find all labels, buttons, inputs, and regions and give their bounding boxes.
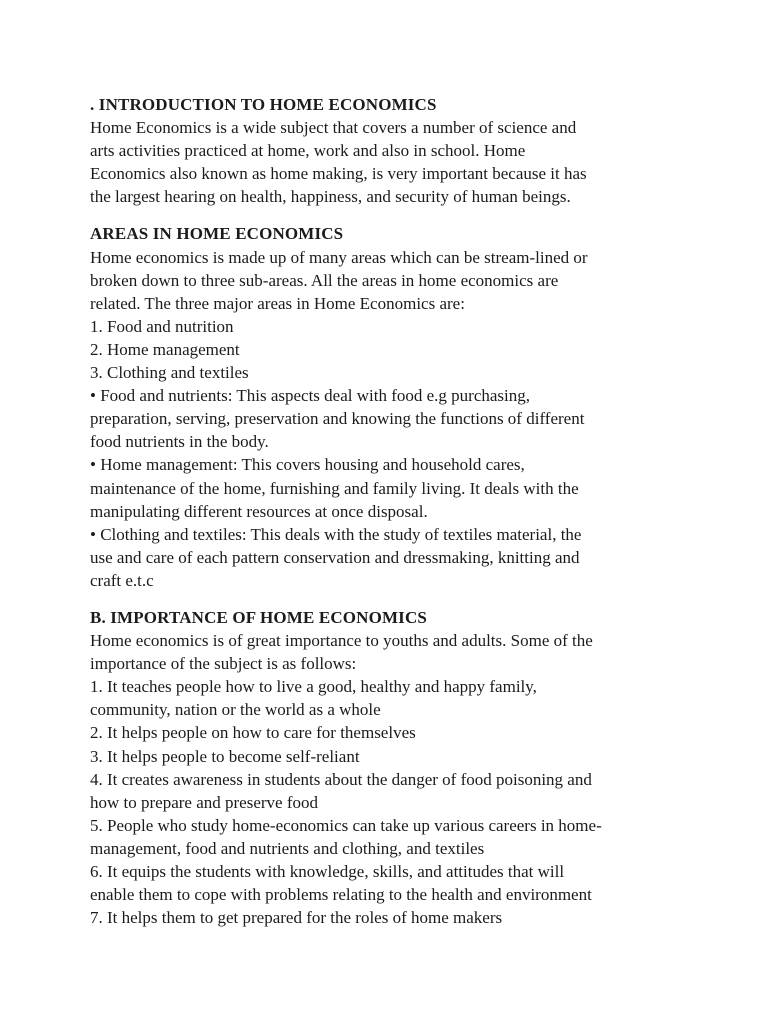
text-line: broken down to three sub-areas. All the areas in home economics are	[90, 270, 559, 290]
list-item: 1. It teaches people how to live a good, healthy and happy family,	[90, 677, 537, 697]
text-line: management, food and nutrients and clothing, and textiles	[90, 838, 485, 858]
list-item: 7. It helps them to get prepared for the roles of home makers	[90, 908, 503, 928]
text-line: community, nation or the world as a whole	[90, 700, 381, 720]
list-item: 3. Clothing and textiles	[90, 363, 249, 383]
list-item: 4. It creates awareness in students about the danger of food poisoning and	[90, 769, 592, 789]
text-line: preparation, serving, preservation and knowing the functions of different	[90, 409, 585, 429]
text-line: importance of the subject is as follows:	[90, 654, 357, 674]
section-introduction	[90, 93, 750, 208]
list-item: 3. It helps people to become self-reliant	[90, 746, 360, 766]
list-item: 6. It equips the students with knowledge, skills, and attitudes that will	[90, 862, 565, 881]
text-line: Economics also known as home making, is very important because it has	[90, 164, 587, 184]
text-line: Home economics is of great importance to youths and adults. Some of the	[90, 631, 593, 651]
list-item: 5. People who study home-economics can take up various careers in home-	[90, 815, 602, 835]
section-heading: AREAS IN HOME ECONOMICS	[90, 224, 344, 244]
list-item: 1. Food and nutrition	[90, 316, 234, 336]
text-line: food nutrients in the body.	[90, 432, 269, 452]
text-line: Home Economics is a wide subject that covers a number of science and	[90, 118, 577, 138]
text-line: maintenance of the home, furnishing and family living. It deals with the	[90, 478, 579, 498]
section-areas	[90, 222, 750, 592]
bullet-line: • Clothing and textiles: This deals with the study of textiles material, the	[90, 524, 582, 544]
text-line: the largest hearing on health, happiness, and security of human beings.	[90, 187, 571, 207]
list-item: 2. It helps people on how to care for themselves	[90, 723, 416, 743]
text-line: related. The three major areas in Home Economics are:	[90, 293, 465, 313]
bullet-line: • Home management: This covers housing and household cares,	[90, 455, 525, 475]
text-line: Home economics is made up of many areas which can be stream-lined or	[90, 247, 588, 267]
text-line: arts activities practiced at home, work and also in school. Home	[90, 141, 526, 161]
document-page	[90, 93, 750, 929]
text-line: craft e.t.c	[90, 570, 154, 590]
text-line: manipulating different resources at once disposal.	[90, 501, 428, 521]
list-item: 2. Home management	[90, 339, 240, 359]
text-line: enable them to cope with problems relating to the health and environment	[90, 885, 592, 905]
text-line: use and care of each pattern conservation and dressmaking, knitting and	[90, 547, 580, 567]
section-heading: B. IMPORTANCE OF HOME ECONOMICS	[90, 607, 427, 627]
section-importance	[90, 606, 750, 929]
section-heading: . INTRODUCTION TO HOME ECONOMICS	[90, 95, 437, 114]
text-line: how to prepare and preserve food	[90, 792, 318, 812]
bullet-line: • Food and nutrients: This aspects deal with food e.g purchasing,	[90, 386, 531, 406]
